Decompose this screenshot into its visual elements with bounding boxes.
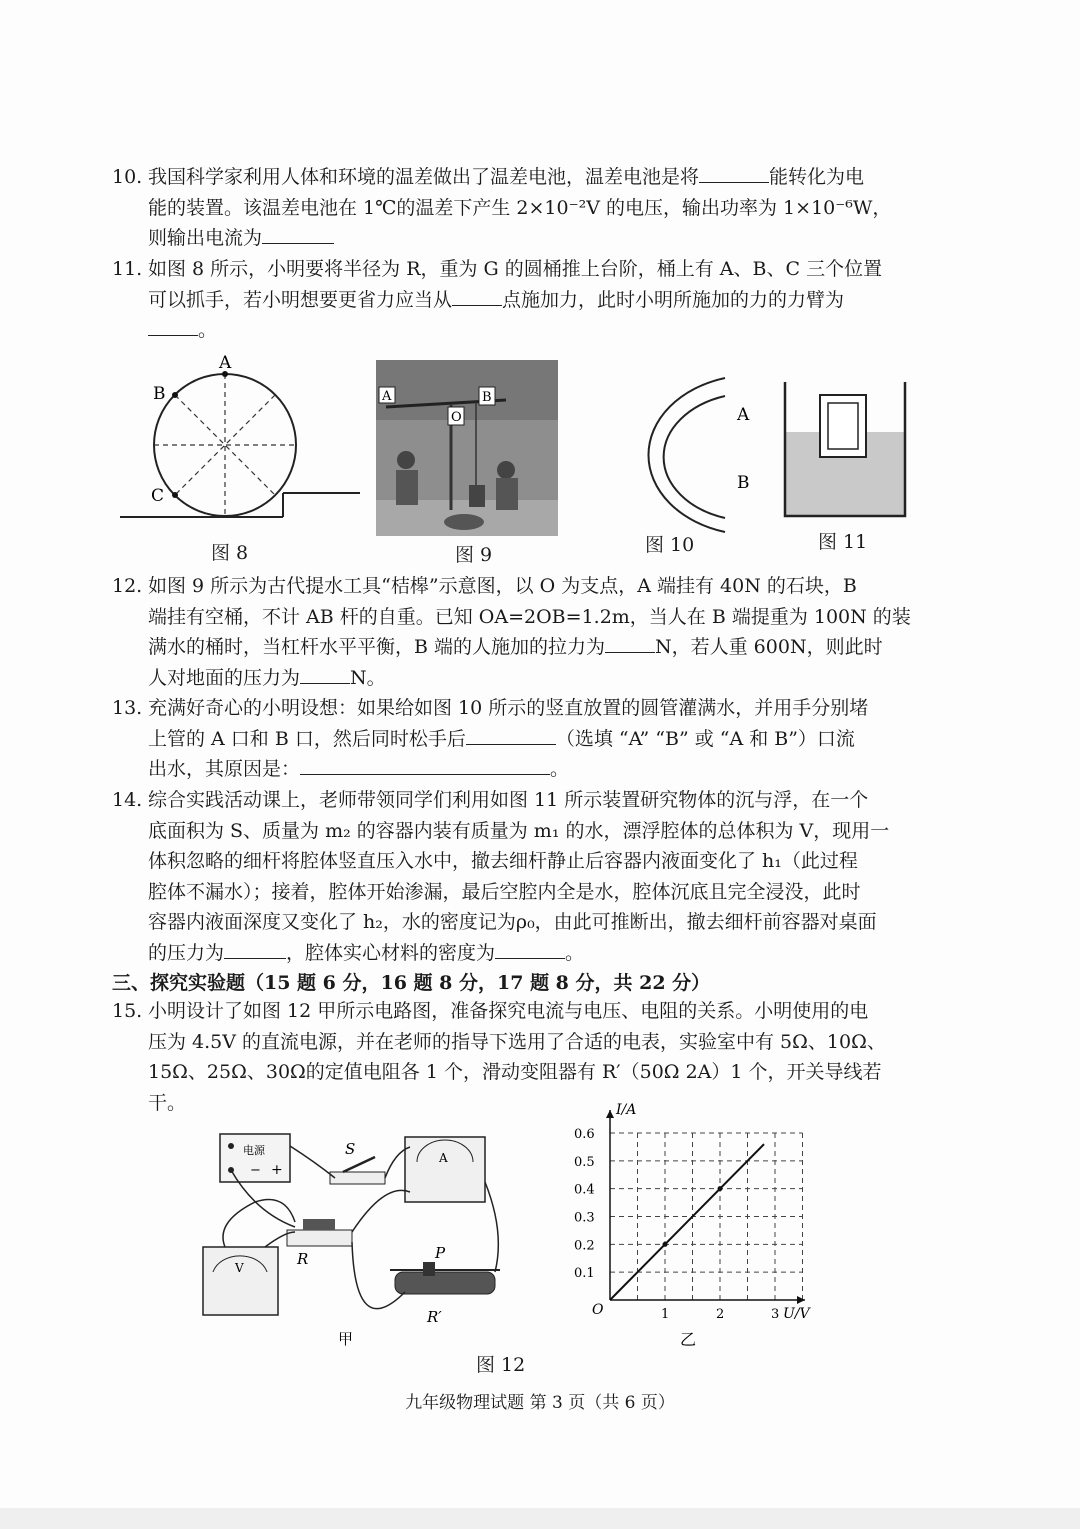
yi-label: 乙 (680, 1330, 697, 1349)
origin-label: O (592, 1302, 604, 1318)
bottom-strip (0, 1508, 1080, 1529)
question-number: 10. (112, 166, 143, 188)
jia-label: 甲 (338, 1330, 354, 1348)
fig10-caption: 图 10 (645, 534, 695, 556)
x-tick-label: 3 (771, 1307, 780, 1322)
chart-series (610, 1144, 764, 1349)
svg-text:电源: 电源 (243, 1144, 265, 1157)
y-tick-label: 0.3 (574, 1210, 595, 1226)
answer-blank[interactable] (452, 287, 502, 306)
question-14: 14. 综合实践活动课上，老师带领同学们利用如图 11 所示装置研究物体的沉与浮，在一个 底面积为 S、质量为 m₂ 的容器内装有质量为 m₁ 的水，漂浮腔体的总体积为 V，现用一 体积忽略的细杆将腔体竖直压入水中，撤去细杆静止后容器内液面变化了 h₁（此过程 腔体不漏水）；接着，腔体开始渗漏，最后空腔内全是水，腔体沉底且完全浸没，此时 容器内液面深度又变化了 h₂，水的密度记为ρ₀，由此可推断出，撤去细杆前容器对桌面 的压力为 ，腔体实心材料的密度为 。 (112, 789, 890, 964)
chart-ticks (574, 1127, 779, 1322)
voltmeter (203, 1247, 278, 1315)
answer-blank[interactable] (224, 940, 286, 959)
fig11-caption: 图 11 (818, 531, 868, 553)
answer-blank[interactable] (466, 726, 556, 745)
answer-blank[interactable] (699, 164, 769, 183)
fig8-label-b: B (153, 384, 166, 404)
x-tick-label: 1 (661, 1307, 670, 1322)
x-axis-label: U/V (783, 1306, 810, 1322)
section-heading: 三、探究实验题（15 题 6 分，16 题 8 分，17 题 8 分，共 22 分） (112, 972, 711, 994)
fig9-label-b: B (482, 390, 492, 405)
svg-text:V: V (235, 1261, 244, 1275)
fig8-label-a: A (219, 353, 232, 373)
y-tick-label: 0.2 (574, 1238, 595, 1254)
svg-text:+: + (271, 1162, 283, 1178)
svg-text:−: − (250, 1163, 261, 1178)
svg-text:A: A (439, 1151, 448, 1165)
fig10-label-b: B (737, 473, 750, 493)
fig9-label-o: O (451, 410, 462, 425)
figure-11 (780, 380, 910, 520)
rheostat-label: R′ (427, 1308, 442, 1326)
y-tick-label: 0.1 (574, 1266, 595, 1282)
x-axis-arrow (797, 1296, 805, 1304)
resistor-label: R (297, 1250, 309, 1268)
circuit-diagram (195, 1122, 525, 1352)
y-axis-arrow (606, 1110, 614, 1118)
series-line (610, 1144, 764, 1300)
answer-blank[interactable] (300, 665, 350, 684)
y-tick-label: 0.5 (574, 1154, 595, 1170)
y-tick-label: 0.4 (574, 1182, 595, 1198)
chart-axes (592, 1102, 812, 1322)
question-15: 15. 小明设计了如图 12 甲所示电路图，准备探究电流与电压、电阻的关系。小明使用的电 压为 4.5V 的直流电源，并在老师的指导下选用了合适的电表，实验室中有 5Ω、10Ω、 15Ω、25Ω、30Ω的定值电阻各 1 个，滑动变阻器有 R′（50Ω 2A）1 个，开关导线若干。 (112, 1000, 886, 1114)
fig10-label-a: A (737, 405, 750, 425)
page-footer: 九年级物理试题 第 3 页（共 6 页） (405, 1393, 675, 1413)
answer-blank[interactable] (495, 940, 565, 959)
data-point (718, 1186, 723, 1191)
switch-label: S (345, 1140, 356, 1158)
question-10: 10. 我国科学家利用人体和环境的温差做出了温差电池，温差电池是将 能转化为电 能的装置。该温差电池在 1℃的温差下产生 2×10⁻²V 的电压，输出功率为 1×10⁻⁶W， 则输出电流为 (112, 162, 912, 254)
y-axis-label: I/A (616, 1102, 637, 1118)
chart-grid (610, 1133, 803, 1300)
fig8-caption: 图 8 (211, 542, 249, 564)
data-point (663, 1242, 668, 1247)
figure-9 (376, 360, 558, 536)
ammeter (405, 1137, 485, 1202)
figure-10 (580, 360, 770, 535)
fig9-label-a: A (382, 389, 392, 404)
question-13: 13. 充满好奇心的小明设想：如果给如图 10 所示的竖直放置的圆管灌满水，并用手分别堵 上管的 A 口和 B 口，然后同时松手后 （选填 “A” “B” 或 “A 和 B”）口流 出水，其原因是： 。 (112, 697, 869, 780)
fig12-caption: 图 12 (476, 1354, 526, 1376)
question-11: 11. 如图 8 所示，小明要将半径为 R，重为 G 的圆桶推上台阶，桶上有 A、B、C 三个位置 可以抓手，若小明想要更省力应当从 点施加力，此时小明所施加的力的力臂为 。 (112, 258, 883, 341)
answer-blank[interactable] (148, 317, 198, 336)
answer-blank[interactable] (262, 225, 334, 244)
x-tick-label: 2 (716, 1307, 725, 1322)
figure-8 (115, 350, 375, 530)
fig8-label-c: C (151, 486, 165, 506)
answer-blank[interactable] (605, 634, 655, 653)
fig9-caption: 图 9 (455, 544, 493, 566)
y-tick-label: 0.6 (574, 1127, 595, 1142)
iu-chart (570, 1095, 825, 1350)
slider-label: P (435, 1244, 446, 1262)
question-12: 12. 如图 9 所示为古代提水工具“桔槔”示意图，以 O 为支点，A 端挂有 40N 的石块，B 端挂有空桶，不计 AB 杆的自重。已知 OA=2OB=1.2m，当人在 B 端提重为 100N 的装 满水的桶时，当杠杆水平平衡，B 端的人施加的拉力为 N，若人重 600N，则此时 人对地面的压力为 N。 (112, 575, 911, 689)
answer-blank[interactable] (300, 756, 550, 775)
